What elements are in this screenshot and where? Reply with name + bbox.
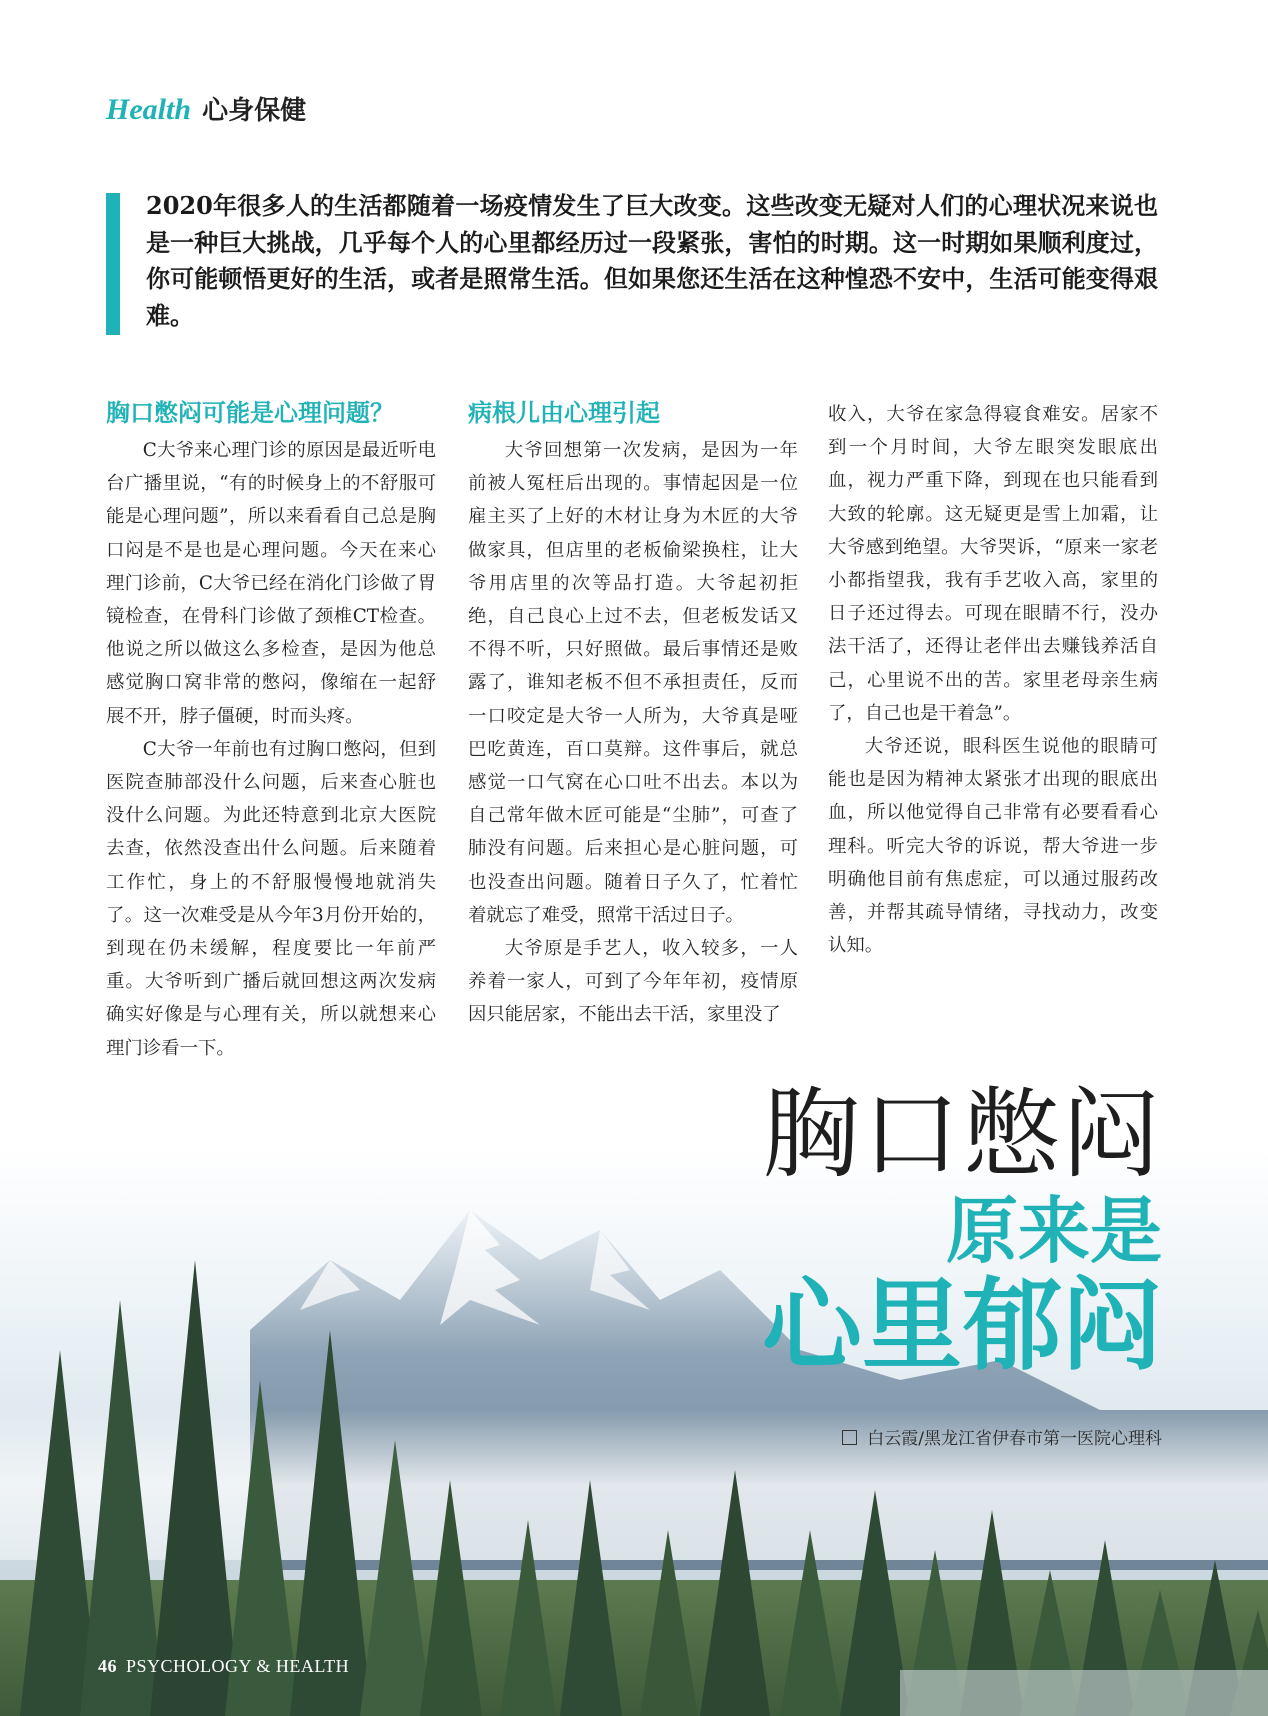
- col3-paragraph-2: 大爷还说，眼科医生说他的眼睛可能也是因为精神太紧张才出现的眼底出血，所以他觉得自己非常有必要看看心理科。听完大爷的诉说，帮大爷进一步明确他目前有焦虑症，可以通过服药改善，并帮其疏导情绪，寻找动力，改变认知。: [828, 736, 1158, 957]
- page-number: 46: [98, 1656, 117, 1676]
- magazine-name: PSYCHOLOGY & HEALTH: [126, 1656, 350, 1676]
- page-footer: [98, 1656, 349, 1677]
- col3-paragraph-1: 收入，大爷在家急得寝食难安。居家不到一个月时间，大爷左眼突发眼底出血，视力严重下降，到现在也只能看到大致的轮廓。这无疑更是雪上加霜，让大爷感到绝望。大爷哭诉，“原来一家老小都指望我，我有手艺收入高，家里的日子还过得去。可现在眼睛不行，没办法干活了，还得让老伴出去赚钱养活自己，心里说不出的苦。家里老母亲生病了，自己也是干着急”。: [828, 404, 1158, 724]
- section-header: [106, 90, 306, 127]
- col1-paragraph-1: C大爷来心理门诊的原因是最近听电台广播里说，“有的时候身上的不舒服可能是心理问题”，所以来看看自己总是胸口闷是不是也是心理问题。今天在来心理门诊前，C大爷已经在消化门诊做了胃镜检查，在骨科门诊做了颈椎CT检查。他说之所以做这么多检查，是因为他总感觉胸口窝非常的憋闷，像缩在一起舒展不开，脖子僵硬，时而头疼。: [106, 440, 436, 727]
- title-line-1: 胸口憋闷: [761, 1078, 1162, 1192]
- col1-heading: 胸口憋闷可能是心理问题？: [106, 399, 394, 427]
- col1-paragraph-2: C大爷一年前也有过胸口憋闷，但到医院查肺部没什么问题，后来查心脏也没什么问题。为此还特意到北京大医院去查，依然没查出什么问题。后来随着工作忙，身上的不舒服慢慢地就消失了。这一次难受是从今年3月份开始的，到现在仍未缓解，程度要比一年前严重。大爷听到广播后就回想这两次发病确实好像是与心理有关，所以就想来心理门诊看一下。: [106, 738, 436, 1059]
- col2-heading: 病根儿由心理引起: [468, 399, 660, 427]
- col2-paragraph-1: 大爷回想第一次发病，是因为一年前被人冤枉后出现的。事情起因是一位雇主买了上好的木材让身为木匠的大爷做家具，但店里的老板偷梁换柱，让大爷用店里的次等品打造。大爷起初拒绝，自己良心上过不去，但老板发话又不得不听，只好照做。最后事情还是败露了，谁知老板不但不承担责任，反而一口咬定是大爷一人所为，大爷真是哑巴吃黄连，百口莫辩。这件事后，就总感觉一口气窝在心口吐不出去。本以为自己常年做木匠可能是“尘肺”，可查了肺没有问题。后来担心是心脏问题，可也没查出问题。随着日子久了，忙着忙着就忘了难受，照常干活过日子。: [468, 440, 798, 926]
- author-byline: [842, 1424, 1162, 1449]
- byline-square-icon: [842, 1430, 857, 1445]
- col2-paragraph-2: 大爷原是手艺人，收入较多，一人养着一家人，可到了今年年初，疫情原因只能居家，不能出去干活，家里没了: [468, 938, 798, 1026]
- title-line-2: 原来是: [945, 1189, 1162, 1273]
- section-label-en: Health: [106, 93, 192, 126]
- title-line-3: 心里郁闷: [762, 1267, 1162, 1384]
- article-column-2: [468, 396, 798, 1032]
- article-column-3: [828, 398, 1158, 962]
- section-label-cn: 心身保健: [202, 96, 307, 126]
- byline-text: 白云霞/黑龙江省伊春市第一医院心理科: [867, 1429, 1162, 1449]
- lead-paragraph: 2020年很多人的生活都随着一场疫情发生了巨大改变。这些改变无疑对人们的心理状况来说也是一种巨大挑战，几乎每个人的心里都经历过一段紧张，害怕的时期。这一时期如果顺利度过，你可能顿悟更好的生活，或者是照常生活。但如果您还生活在这种惶恐不安中，生活可能变得艰难。: [146, 191, 1158, 330]
- article-column-1: [106, 396, 436, 1065]
- lead-accent-bar: [106, 193, 120, 335]
